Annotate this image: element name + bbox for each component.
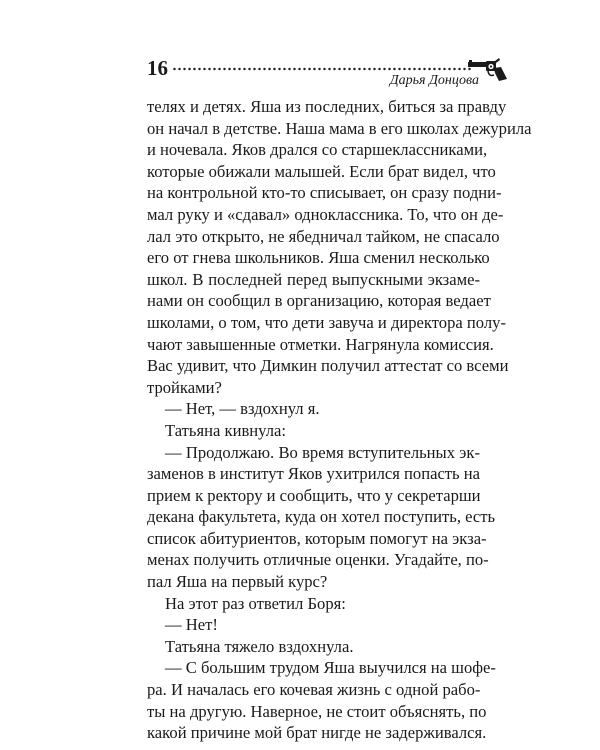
- paragraph: [147, 442, 496, 593]
- page-number: 16: [147, 56, 168, 80]
- running-header-author: Дарья Донцова: [389, 73, 479, 88]
- text-line: школами, о том, что дети завуча и директора полу-: [147, 312, 506, 332]
- paragraph: [147, 657, 496, 743]
- text-line: На этот раз ответил Боря:: [165, 593, 346, 613]
- text-line: менах получить отличные оценки. Угадайте, по-: [147, 550, 489, 570]
- text-line: лал это открыто, не ябедничал тайком, не спасало: [147, 226, 500, 246]
- paragraph: [147, 398, 480, 420]
- text-line: на контрольной кто-то списывает, он сразу подни-: [147, 183, 502, 203]
- text-line: — С большим трудом Яша выучился на шофе-: [165, 658, 496, 678]
- text-line: тройками?: [147, 377, 222, 397]
- text-line: Вас удивит, что Димкин получил аттестат со всеми: [147, 356, 509, 376]
- text-line: нами он сообщил в организацию, которая ведает: [147, 291, 491, 311]
- text-line: Татьяна кивнула:: [165, 420, 286, 440]
- running-header: [147, 56, 507, 86]
- text-line: его от гнева школьников. Яша сменил несколько: [147, 248, 490, 268]
- text-line: Татьяна тяжело вздохнула.: [165, 636, 354, 656]
- paragraph: [147, 420, 480, 442]
- text-line: — Продолжаю. Во время вступительных эк-: [165, 442, 480, 462]
- paragraph: [147, 614, 480, 636]
- text-line: заменов в институт Яков ухитрился попасть на: [147, 464, 481, 484]
- text-line: телях и детях. Яша из последних, биться за правду: [147, 97, 507, 116]
- text-line: список абитуриентов, которым помогут на экза-: [147, 528, 487, 548]
- revolver-icon: [468, 58, 508, 82]
- text-line: он начал в детстве. Наша мама в его школах дежурила: [147, 118, 532, 138]
- paragraph: [147, 636, 480, 658]
- text-line: — Нет!: [165, 615, 218, 635]
- text-line: — Нет, — вздохнул я.: [165, 399, 320, 419]
- text-line: и ночевала. Яков дрался со старшеклассниками,: [147, 140, 488, 160]
- body-text: [147, 96, 532, 744]
- text-line: декана факультета, куда он хотел поступить, есть: [147, 507, 496, 527]
- text-line: школ. В последней перед выпускными экзаме-: [147, 269, 480, 289]
- dotted-leader: [172, 67, 472, 71]
- text-line: ты на другую. Наверное, не стоит объяснять, по: [147, 701, 487, 721]
- text-line: которые обижали малышей. Если брат видел, что: [147, 161, 496, 181]
- text-line: ра. И началась его кочевая жизнь с одной рабо-: [147, 680, 481, 700]
- text-line: прием к ректору и сообщить, что у секретарши: [147, 485, 481, 505]
- paragraph: [147, 593, 480, 615]
- text-line: какой причине мой брат нигде не задерживался.: [147, 723, 487, 743]
- text-line: чают завышенные отметки. Нагрянула комиссия.: [147, 334, 494, 354]
- paragraph: [147, 96, 532, 398]
- text-line: мал руку и «сдавал» одноклассника. То, что он де-: [147, 204, 504, 224]
- text-line: пал Яша на первый курс?: [147, 572, 328, 592]
